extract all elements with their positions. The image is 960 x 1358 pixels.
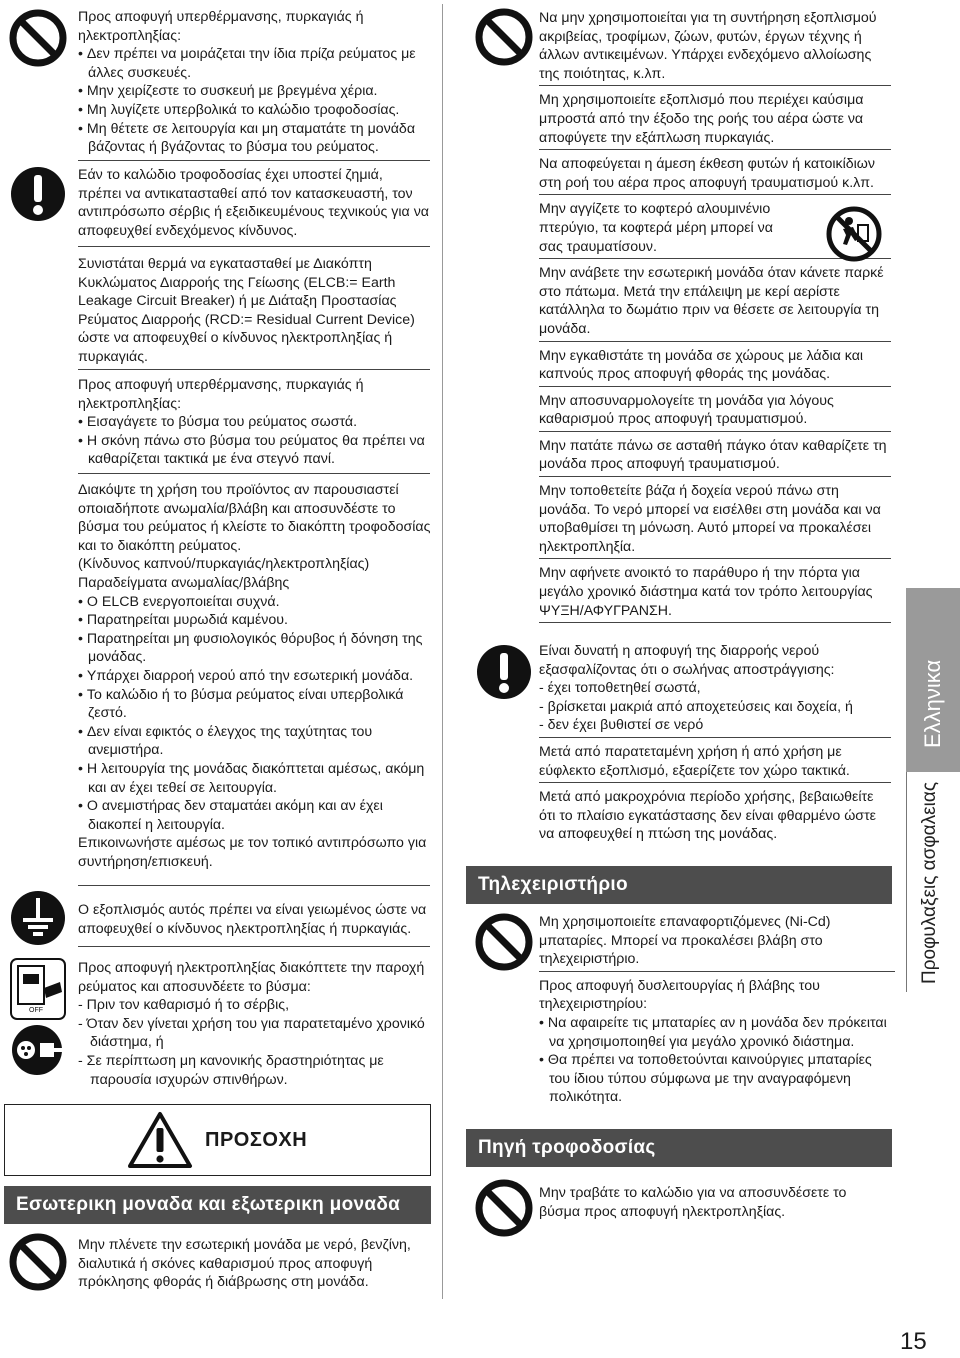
list-item: • Μη λυγίζετε υπερβολικά το καλώδιο τροφοδοσίας. [78,101,430,120]
section-tab [906,772,960,992]
list-item: • Μην χειρίζεστε το συσκευή με βρεγμένα χέρια. [78,82,430,101]
rule-paragraph: Μην αφήνετε ανοικτό το παράθυρο ή την πόρτα για μεγάλο χρονικό διάστημα κατά τον τρόπο λειτουργίας ΨΥΞΗ/ΑΦΥΓΡΑΝΣΗ. [539,564,891,623]
language-tab[interactable] [906,588,960,772]
list-item: • Εισαγάγετε το βύσμα του ρεύματος σωστά. [78,413,430,432]
rule-paragraph: Μετά από παρατεταμένη χρήση ή από χρήση με εύφλεκτο εξοπλισμό, εξαερίζετε τον χώρο τακτικά. [539,743,891,783]
rule-paragraph: Μην αποσυναρμολογείτε τη μονάδα για λόγους καθαρισμού προς αποφυγή τραυματισμού. [539,392,891,432]
caution-label: ΠΡΟΣΟΧΗ [205,1129,308,1151]
damaged-cord-text: Εάν το καλώδιο τροφοδοσίας έχει υποστεί ζημιά, πρέπει να αντικατασταθεί από τον κατασκευαστή, τον αντιπρόσωπο σέρβις ή εξειδικευμένους τεχνικούς για να αποφευχθεί ενδεχόμενος κίνδυνος. [78,167,429,239]
language-label: Ελληνικα [920,659,945,748]
list-item: • Να αφαιρείτε τις μπαταρίες αν η μονάδα δεν πρόκειται να χρησιμοποιηθεί για μεγάλο χρονικό διάστημα. [539,1014,895,1051]
unplug-icon [10,1023,66,1077]
rule-paragraph: Μη χρησιμοποιείτε εξοπλισμό που περιέχει καύσιμα μπροστά από την έξοδο της ροής του αέρα ώστε να αποφύγετε την εξάπλωση πυρκαγιάς. [539,91,891,150]
list-item: • Παρατηρείται μη φυσιολογικός θόρυβος ή δόνηση της μονάδας. [78,630,434,667]
list-item: • Ο ELCB ενεργοποιείται συχνά. [78,593,434,612]
list-item: - Πριν τον καθαρισμό ή το σέρβις, [78,996,434,1015]
ground-icon [10,890,66,946]
elcb-recommendation-text: Συνιστάται θερμά να εγκατασταθεί με Διακόπτη Κυκλώματος Διαρροής της Γείωσης (ELCB:= Earth Leakage Circuit Breaker) ή με Διάταξη Προστασίας Ρεύματος Διαρροής (RCD:= Residual Current Device) ώστε να αποφευχθεί ο κίνδυνος ηλεκτροπληξίας ή πυρκαγιάς. [78,256,415,365]
rule-paragraph: Μη χρησιμοποιείτε επαναφορτιζόμενες (Ni-Cd) μπαταρίες. Μπορεί να προκαλέσει βλάβη στο τηλεχειριστήριο. [539,913,895,972]
examples-label: Παραδείγματα ανωμαλίας/βλάβης [78,574,290,591]
prohibition-icon [474,1178,534,1238]
prohibition-icon [474,7,534,67]
rule-paragraph: Μην αγγίζετε το κοφτερό αλουμινένιο πτερύγιο, τα κοφτερά μέρη μπορεί να σας τραυματίσουν. [539,200,891,259]
rule-paragraph: Μην εγκαθιστάτε τη μονάδα σε χώρους με λάδια και καπνούς προς αποφυγή φθοράς της μονάδας. [539,347,891,387]
block-intro: Προς αποφυγή ηλεκτροπληξίας διακόπτετε την παροχή ρεύματος και αποσυνδέετε το βύσμα: [78,960,425,995]
abnormality-block [78,481,434,871]
rule-paragraph: Μην πατάτε πάνω σε ασταθή πάγκο όταν καθαρίζετε τη μονάδα προς αποφυγή τραυματισμού. [539,437,891,477]
power-supply-header: Πηγή τροφοδοσίας [466,1129,892,1167]
rule-paragraph: Να αποφεύγεται η άμεση έκθεση φυτών ή κατοικίδιων στη ροή του αέρα προς αποφυγή τραυματισμού κ.λπ. [539,155,891,195]
power-cord-text: Μην τραβάτε το καλώδιο για να αποσυνδέσετε το βύσμα προς αποφυγή ηλεκτροπληξίας. [539,1185,847,1220]
hazard-note: (Κίνδυνος καπνού/πυρκαγιάς/ηλεκτροπληξίας) [78,556,370,573]
rule-paragraph: Μετά από μακροχρόνια περίοδο χρήσης, βεβαιωθείτε ότι το πλαίσιο εγκατάστασης δεν είναι φθαρμένο ώστε να αποφευχθεί η πτώση της μονάδας. [539,789,876,843]
warning-list [539,642,891,846]
section-label: Προφυλαξεις ασφαλειας [919,782,940,984]
remote-control-list [539,913,895,1107]
warning-exclamation-icon [476,644,532,700]
no-washing-text: Μην πλένετε την εσωτερική μονάδα με νερό, βενζίνη, διαλυτικά ή σκόνες καθαρισμού προς αποφυγή πρόκλησης φθοράς ή διάβρωσης στη μονάδα. [78,1237,411,1291]
list-item: • Θα πρέπει να τοποθετούνται καινούργιες μπαταρίες του ίδιου τύπου σύμφωνα με την αναγραφόμενη πολικότητα. [539,1051,895,1107]
list-item: - δεν έχει βυθιστεί σε νερό [539,716,891,735]
block-intro: Διακόψτε τη χρήση του προϊόντος αν παρουσιαστεί οποιαδήποτε ανωμαλία/βλάβη και αποσυνδέστε το βύσμα του ρεύματος ή κλείστε το διακόπτη τροφοδοσίας και το διακόπτη ρεύματος. [78,482,431,554]
no-touch-fin-icon [825,205,883,263]
rule-paragraph: Μην τοποθετείτε βάζα ή δοχεία νερού πάνω στη μονάδα. Το νερό μπορεί να εισέλθει στη μονάδα και να υποβαθμίσει τη μόνωση. Αυτό μπορεί να προκαλέσει ηλεκτροπληξία. [539,482,891,559]
disconnect-power-block [78,959,434,1089]
list-item: - Όταν δεν γίνεται χρήση του για παρατεταμένο χρονικό διάστημα, ή [78,1015,434,1052]
battery-block [539,977,895,1107]
list-item: • Το καλώδιο ή το βύσμα ρεύματος είναι υπερβολικά ζεστό. [78,686,434,723]
rule-paragraph: Μην ανάβετε την εσωτερική μονάδα όταν κάνετε παρκέ στο πάτωμα. Μετά την επάλειψη με κερί αερίστε κατάλληλα το δωμάτιο πριν να θέσετε σε λειτουργία τη μονάδα. [539,264,891,341]
prohibition-list [539,9,891,623]
list-item: • Υπάρχει διαρροή νερού από την εσωτερική μονάδα. [78,667,434,686]
overheat-warning-block [78,8,430,157]
list-item: • Η σκόνη πάνω στο βύσμα του ρεύματος θα πρέπει να καθαρίζεται τακτικά με ένα στεγνό πανί. [78,432,430,469]
plug-warning-block [78,376,430,469]
block-intro: Προς αποφυγή δυσλειτουργίας ή βλάβης του τηλεχειριστηρίου: [539,977,820,1013]
svg-text:OFF: OFF [29,1007,43,1014]
list-item: • Παρατηρείται μυρωδιά καμένου. [78,611,434,630]
list-item: - βρίσκεται μακριά από αποχετεύσεις και δοχεία, ή [539,698,891,717]
drain-hose-block [539,642,891,738]
indoor-outdoor-header: Εσωτερικη μοναδα και εξωτερικη μοναδα [4,1186,431,1224]
list-item: • Μη θέτετε σε λειτουργία και μη σταματάτε τη μονάδα βάζοντας ή βγάζοντας το βύσμα του ρεύματος. [78,120,430,157]
warning-exclamation-icon [10,166,66,222]
prohibition-icon [8,8,68,68]
page-number: 15 [900,1328,927,1355]
list-item: - έχει τοποθετηθεί σωστά, [539,679,891,698]
prohibition-icon [474,912,534,972]
caution-box [4,1104,431,1176]
rule-paragraph: Να μην χρησιμοποιείται για τη συντήρηση εξοπλισμού ακριβείας, τροφίμων, ζώων, φυτών, έργων τέχνης ή άλλων αντικειμένων. Υπάρχει ενδεχόμενο αλλοίωσης της ποιότητας, κ.λπ. [539,9,891,86]
remote-control-header: Τηλεχειριστήριο [466,866,892,904]
list-item: • Δεν πρέπει να μοιράζεται την ίδια πρίζα ρεύματος με άλλες συσκευές. [78,45,430,82]
grounding-text: Ο εξοπλισμός αυτός πρέπει να είναι γειωμένος ώστε να αποφευχθεί ο κίνδυνος ηλεκτροπληξίας ή πυρκαγιάς. [78,902,427,937]
disconnect-power-icon [10,958,66,1020]
block-intro: Προς αποφυγή υπερθέρμανσης, πυρκαγιάς ή ηλεκτροπληξίας: [78,377,364,412]
list-item: • Η λειτουργία της μονάδας διακόπτεται αμέσως, ακόμη και αν έχει τεθεί σε λειτουργία. [78,760,434,797]
list-item: • Δεν είναι εφικτός ο έλεγχος της ταχύτητας του ανεμιστήρα. [78,723,434,760]
caution-triangle-icon [127,1111,193,1169]
list-item: • Ο ανεμιστήρας δεν σταματάει ακόμη και αν έχει διακοπεί η λειτουργία. [78,797,434,834]
contact-text: Επικοινωνήστε αμέσως με τον τοπικό αντιπρόσωπο για συντήρηση/επισκευή. [78,835,427,870]
block-intro: Είναι δυνατή η αποφυγή της διαρροής νερού εξασφαλίζοντας ότι ο σωλήνας αποστράγγισης: [539,643,835,678]
block-intro: Προς αποφυγή υπερθέρμανσης, πυρκαγιάς ή ηλεκτροπληξίας: [78,9,364,44]
list-item: - Σε περίπτωση μη κανονικής δραστηριότητας με παρουσία ισχυρών σπινθήρων. [78,1052,434,1089]
prohibition-icon [8,1232,68,1292]
